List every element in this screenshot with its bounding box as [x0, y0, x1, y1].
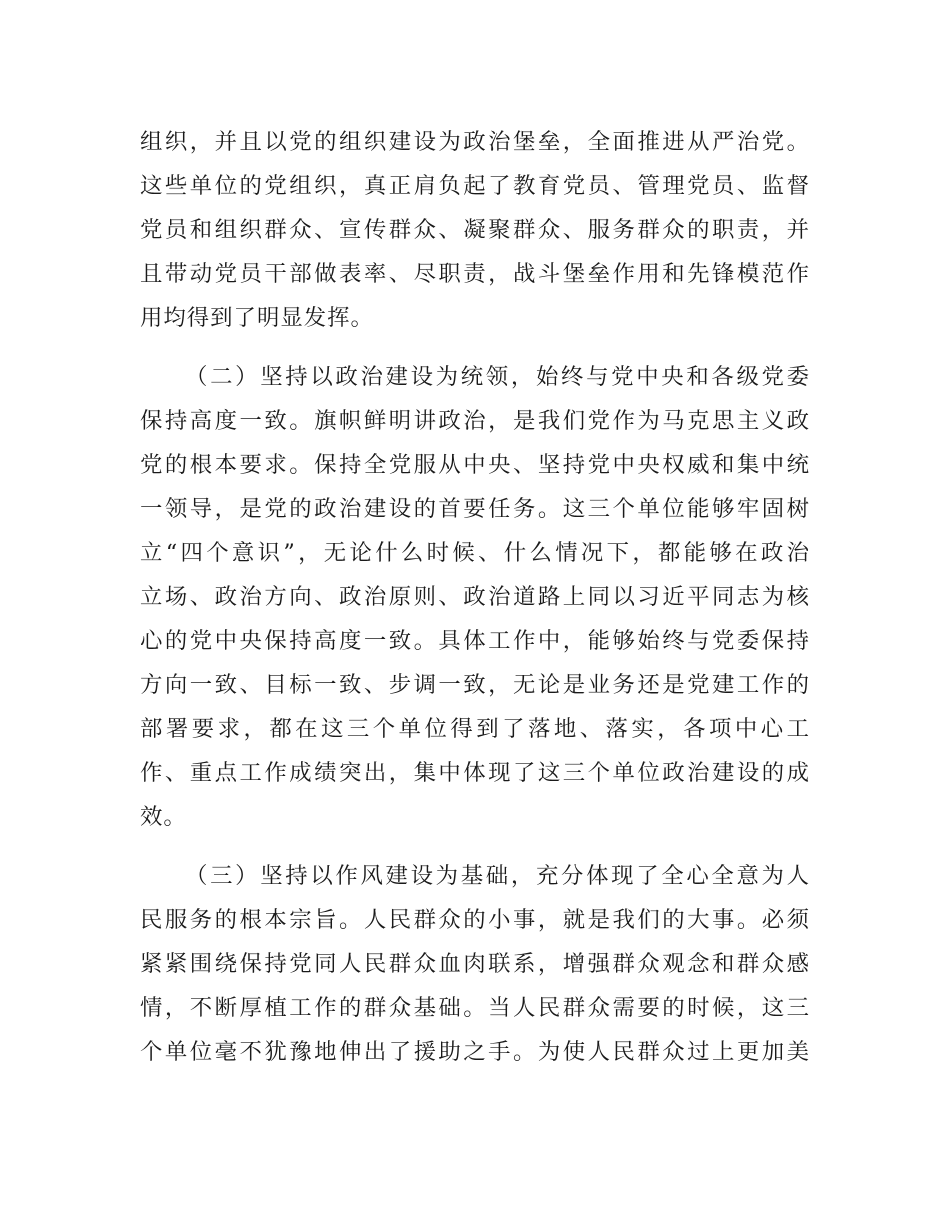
text-line: 保持高度一致。旗帜鲜明讲政治，是我们党作为马克思主义政 [140, 408, 810, 434]
paragraph-gap [140, 839, 810, 854]
text-line: 情，不断厚植工作的群众基础。当人民群众需要的时候，这三 [140, 995, 810, 1021]
text-line: 个单位毫不犹豫地伸出了援助之手。为使人民群众过上更加美 [140, 1039, 810, 1065]
text-line: （二）坚持以政治建设为统领，始终与党中央和各级党委 [185, 364, 810, 390]
text-line: 方向一致、目标一致、步调一致，无论是业务还是党建工作的 [140, 672, 810, 698]
document-body [140, 120, 810, 1074]
text-line: 心的党中央保持高度一致。具体工作中，能够始终与党委保持 [140, 628, 810, 654]
text-line: 部署要求，都在这三个单位得到了落地、落实，各项中心工 [140, 716, 810, 742]
text-line: 一领导，是党的政治建设的首要任务。这三个单位能够牢固树 [140, 496, 810, 522]
text-line: 且带动党员干部做表率、尽职责，战斗堡垒作用和先锋模范作 [140, 261, 810, 287]
text-line: 立“四个意识”，无论什么时候、什么情况下，都能够在政治 [140, 540, 810, 566]
paragraph-1 [140, 120, 810, 340]
text-line: （三）坚持以作风建设为基础，充分体现了全心全意为人 [185, 863, 810, 889]
text-line: 紧紧围绕保持党同人民群众血肉联系，增强群众观念和群众感 [140, 951, 810, 977]
paragraph-gap [140, 340, 810, 355]
text-line: 党的根本要求。保持全党服从中央、坚持党中央权威和集中统 [140, 452, 810, 478]
text-line: 效。 [140, 804, 187, 830]
text-line: 用均得到了明显发挥。 [140, 305, 374, 331]
paragraph-2 [140, 355, 810, 839]
text-line: 组织，并且以党的组织建设为政治堡垒，全面推进从严治党。 [140, 129, 810, 155]
text-line: 作、重点工作成绩突出，集中体现了这三个单位政治建设的成 [140, 760, 810, 786]
text-line: 党员和组织群众、宣传群众、凝聚群众、服务群众的职责，并 [140, 217, 810, 243]
text-line: 立场、政治方向、政治原则、政治道路上同以习近平同志为核 [140, 584, 810, 610]
text-line: 这些单位的党组织，真正肩负起了教育党员、管理党员、监督 [140, 173, 810, 199]
paragraph-3 [140, 854, 810, 1074]
text-line: 民服务的根本宗旨。人民群众的小事，就是我们的大事。必须 [140, 907, 810, 933]
